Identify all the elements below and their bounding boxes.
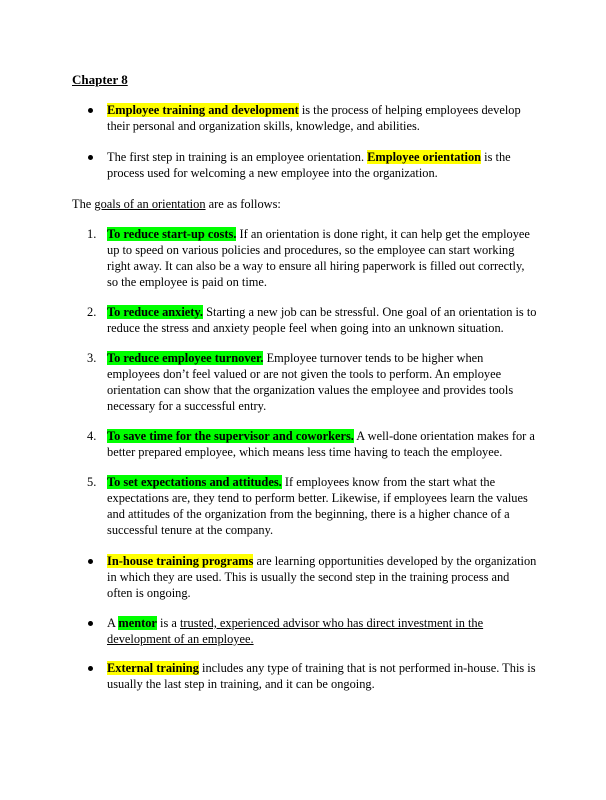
goal-number: 4. <box>87 429 97 443</box>
definition-text: are learning opportunities developed by the organization in which they are used. This is usually the second step in the training process and often is ongoing. <box>107 554 537 600</box>
goal-item-5 <box>107 474 537 538</box>
definition-text: includes any type of training that is not performed in-house. This is usually the last step in training, and it can be ongoing. <box>107 661 536 691</box>
definition-text: is the process used for welcoming a new employee into the organization. <box>107 150 511 180</box>
goal-number: 3. <box>87 351 97 365</box>
bullet-dot <box>88 155 93 160</box>
mid-text: is a <box>156 616 180 630</box>
goal-term: To set expectations and attitudes. <box>107 475 282 489</box>
goal-text: Starting a new job can be stressful. One goal of an orientation is to reduce the stress and anxiety people feel when going into an unknown situation. <box>107 305 537 335</box>
term-in-house-training: In-house training programs <box>107 554 254 568</box>
bullet-dot <box>88 621 93 626</box>
goal-text: If an orientation is done right, it can help get the employee up to speed on various policies and procedures, so the employee can start working right away. It can also be a way to ensure all hiring paperwork is filled out correctly, so the employee is paid on time. <box>107 227 530 289</box>
term-training-development: Employee training and development <box>107 103 299 117</box>
term-employee-orientation: Employee orientation <box>367 150 482 164</box>
goal-text: A well-done orientation makes for a better prepared employee, which means less time having to teach the employee. <box>107 429 535 459</box>
goal-term: To reduce employee turnover. <box>107 351 264 365</box>
goal-term: To reduce start-up costs. <box>107 227 237 241</box>
definition-text: is the process of helping employees develop their personal and organization skills, knowledge, and abilities. <box>107 103 521 133</box>
goal-text: If employees know from the start what the expectations are, they tend to perform better. Likewise, if employees learn the values and attitudes of the organization from the beginning, there is a higher chance of a successful tenure at the company. <box>107 475 528 537</box>
goals-link[interactable]: goals of an orientation <box>94 197 206 211</box>
goal-text: Employee turnover tends to be higher when employees don’t feel valued or are not given the tools to perform. An employee orientation can show that the organization values the employee and provides tools necessary for a successful entry. <box>107 351 514 413</box>
bullet-training-development <box>107 102 537 134</box>
bullet-dot <box>88 666 93 671</box>
intro-pre: The <box>72 197 95 211</box>
intro-post: are as follows: <box>205 197 281 211</box>
goal-number: 1. <box>87 227 97 241</box>
chapter-heading: Chapter 8 <box>72 72 128 87</box>
goal-item-1 <box>107 226 537 290</box>
goal-number: 5. <box>87 475 97 489</box>
goal-item-2 <box>107 304 537 336</box>
goals-intro <box>72 196 281 212</box>
mentor-definition: trusted, experienced advisor who has direct investment in the development of an employee. <box>107 616 484 646</box>
bullet-employee-orientation <box>107 149 537 181</box>
term-external-training: External training <box>107 661 199 675</box>
lead-text: A <box>107 616 119 630</box>
bullet-in-house-training <box>107 553 537 601</box>
goal-item-4 <box>107 428 537 460</box>
bullet-dot <box>88 559 93 564</box>
goal-term: To reduce anxiety. <box>107 305 204 319</box>
bullet-mentor <box>107 615 537 647</box>
goal-number: 2. <box>87 305 97 319</box>
bullet-external-training <box>107 660 537 692</box>
goal-term: To save time for the supervisor and coworkers. <box>107 429 354 443</box>
bullet-dot <box>88 108 93 113</box>
goal-item-3 <box>107 350 537 414</box>
term-mentor: mentor <box>118 616 157 630</box>
lead-text: The first step in training is an employee orientation. <box>107 150 368 164</box>
